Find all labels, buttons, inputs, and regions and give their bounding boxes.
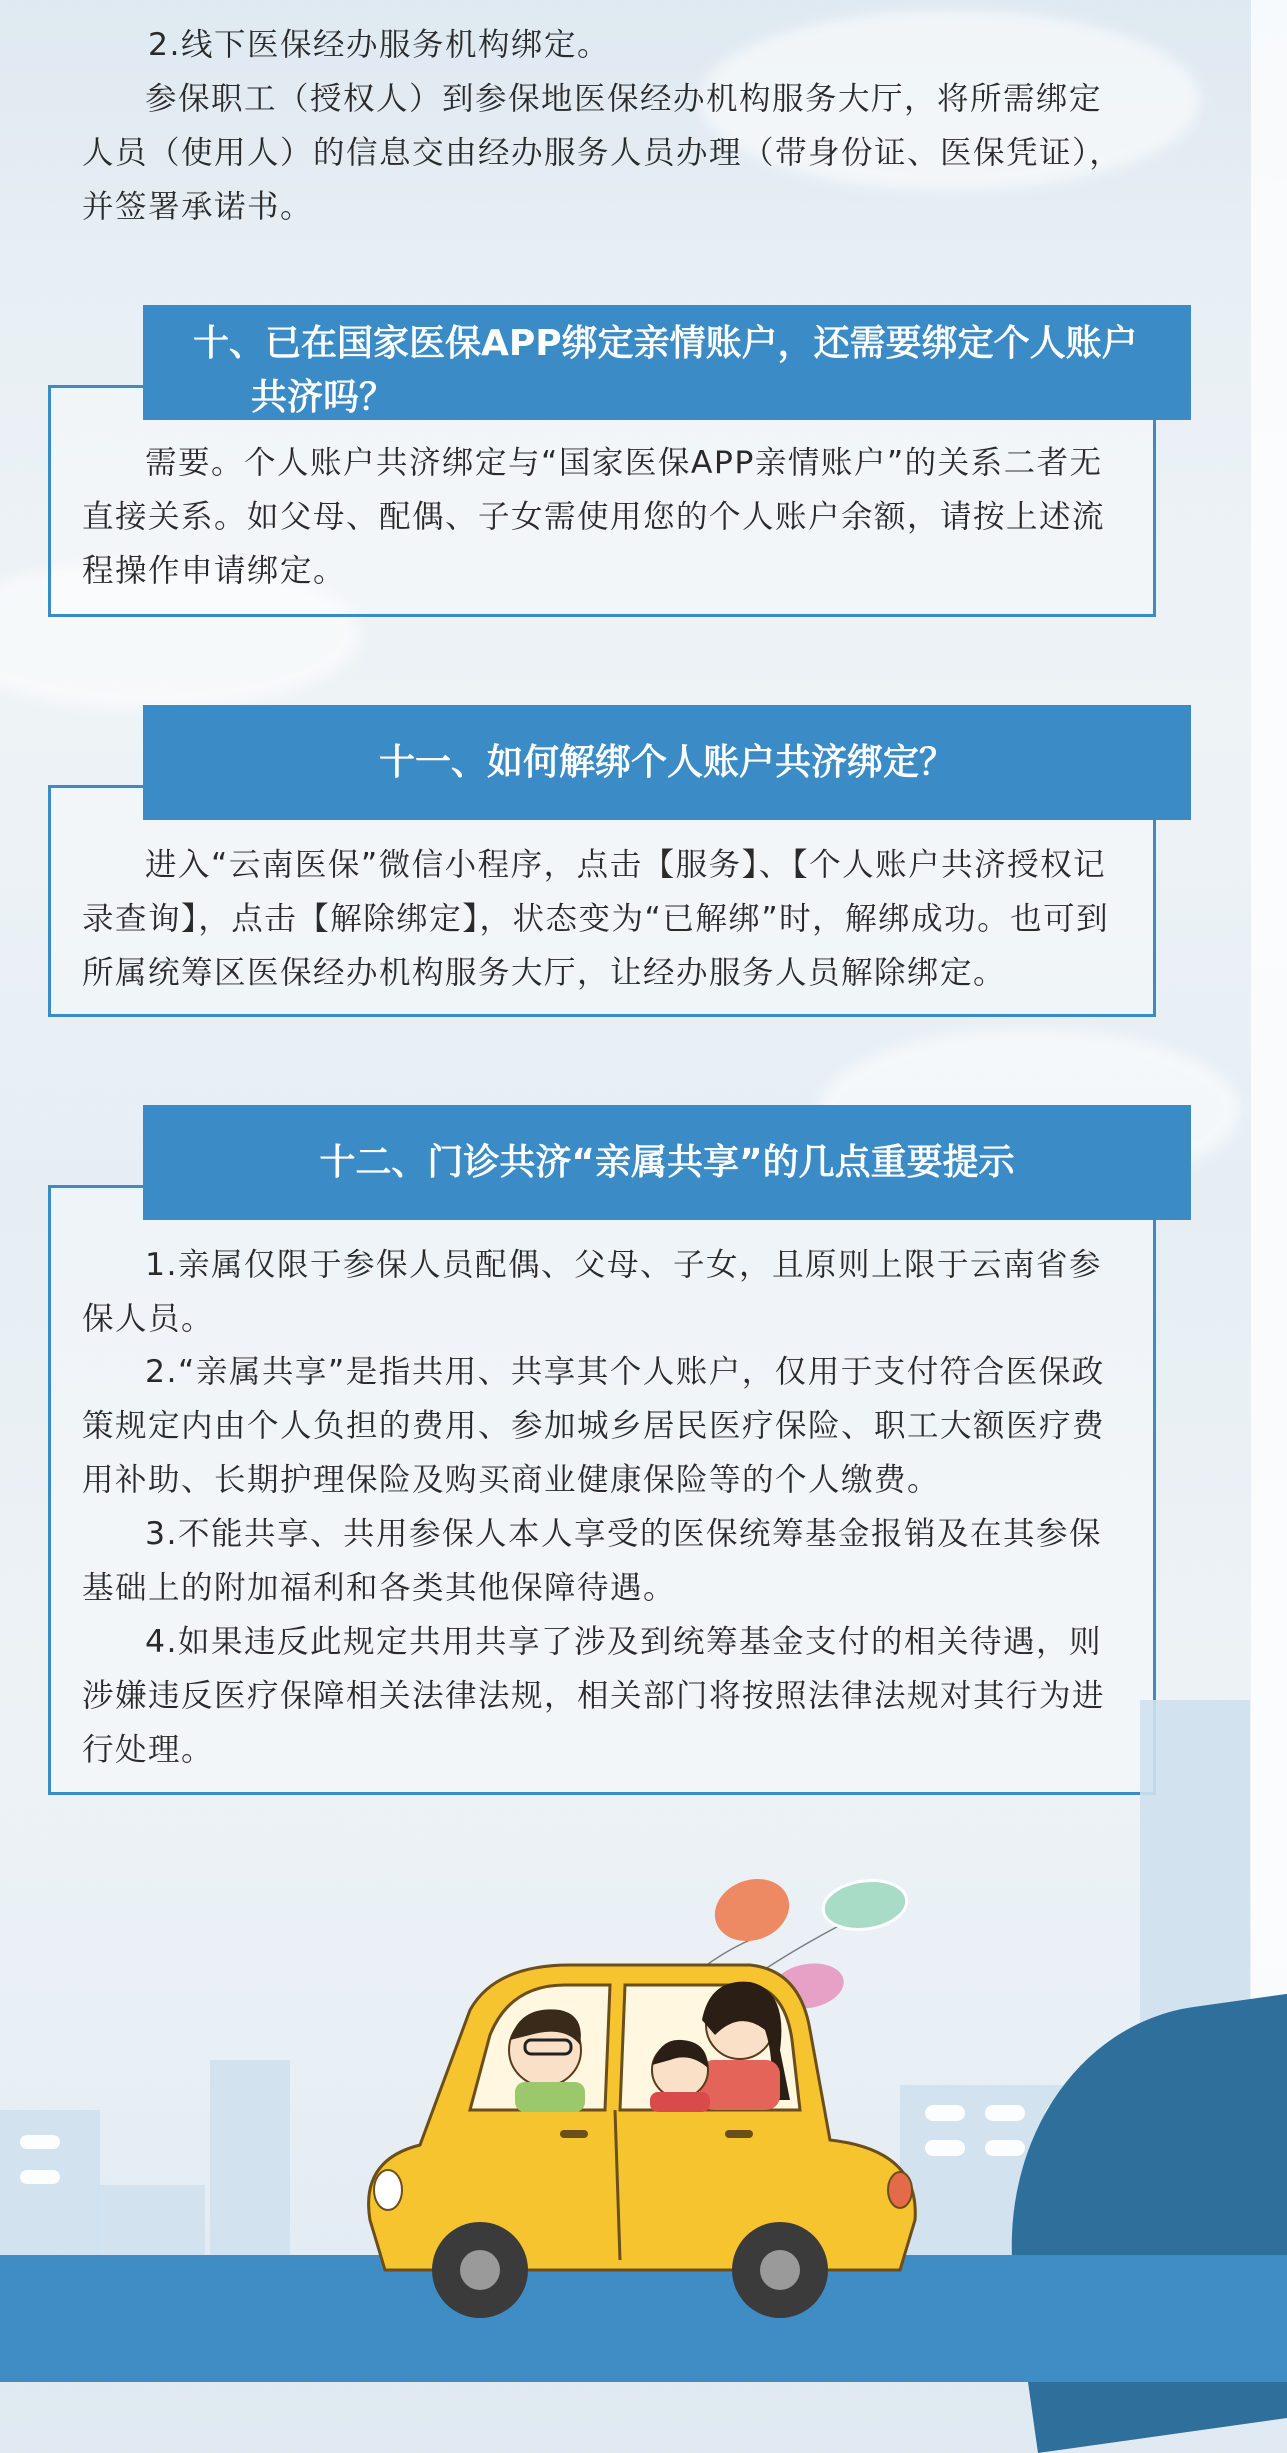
blue-hill <box>980 1987 1287 2453</box>
building-window <box>20 2170 60 2184</box>
building-window <box>20 2135 60 2149</box>
family-car-illustration <box>330 1860 970 2340</box>
section-10-title-line2: 共济吗？ <box>251 377 396 418</box>
section-11-title: 十一、如何解绑个人账户共济绑定？ <box>378 741 955 783</box>
section-11-body: 进入“云南医保”微信小程序，点击【服务】、【个人账户共济授权记录查询】，点击【解除绑定】，状态变为“已解绑”时，解绑成功。也可到所属统筹区医保经办机构服务大厅，让经办服务人员解除绑定。 <box>82 847 1110 991</box>
building-window <box>985 2140 1025 2156</box>
section-12-item-4: 4.如果违反此规定共用共享了涉及到统筹基金支付的相关待遇，则涉嫌违反医疗保障相关法律法规，相关部门将按照法律法规对其行为进行处理。 <box>82 1624 1106 1768</box>
section-12-banner <box>143 1105 1191 1220</box>
balloon-orange <box>706 1869 798 1951</box>
section-10-title-line1: 十、已在国家医保APP绑定亲情账户，还需要绑定个人账户 <box>193 323 1138 364</box>
intro-body: 参保职工（授权人）到参保地医保经办机构服务大厅，将所需绑定人员（使用人）的信息交由经办服务人员办理（带身份证、医保凭证），并签署承诺书。 <box>82 81 1123 225</box>
section-12-item-1: 1.亲属仅限于参保人员配偶、父母、子女，且原则上限于云南省参保人员。 <box>82 1247 1103 1337</box>
section-12-item-2: 2.“亲属共享”是指共用、共享其个人账户，仅用于支付符合医保政策规定内由个人负担的费用、参加城乡居民医疗保险、职工大额医疗费用补助、长期护理保险及购买商业健康保险等的个人缴费。 <box>82 1354 1106 1498</box>
section-10-banner <box>143 305 1191 420</box>
building-window <box>985 2105 1025 2121</box>
section-12-title: 十二、门诊共济“亲属共享”的几点重要提示 <box>319 1141 1015 1183</box>
section-10-body: 需要。个人账户共济绑定与“国家医保APP亲情账户”的关系二者无直接关系。如父母、配偶、子女需使用您的个人账户余额，请按上述流程操作申请绑定。 <box>82 445 1106 589</box>
balloon-mint <box>820 1875 910 1934</box>
section-12-item-3: 3.不能共享、共用参保人本人享受的医保统筹基金报销及在其参保基础上的附加福利和各类其他保障待遇。 <box>82 1516 1103 1606</box>
intro-heading: 2.线下医保经办服务机构绑定。 <box>148 27 611 63</box>
section-11-banner <box>143 705 1191 820</box>
